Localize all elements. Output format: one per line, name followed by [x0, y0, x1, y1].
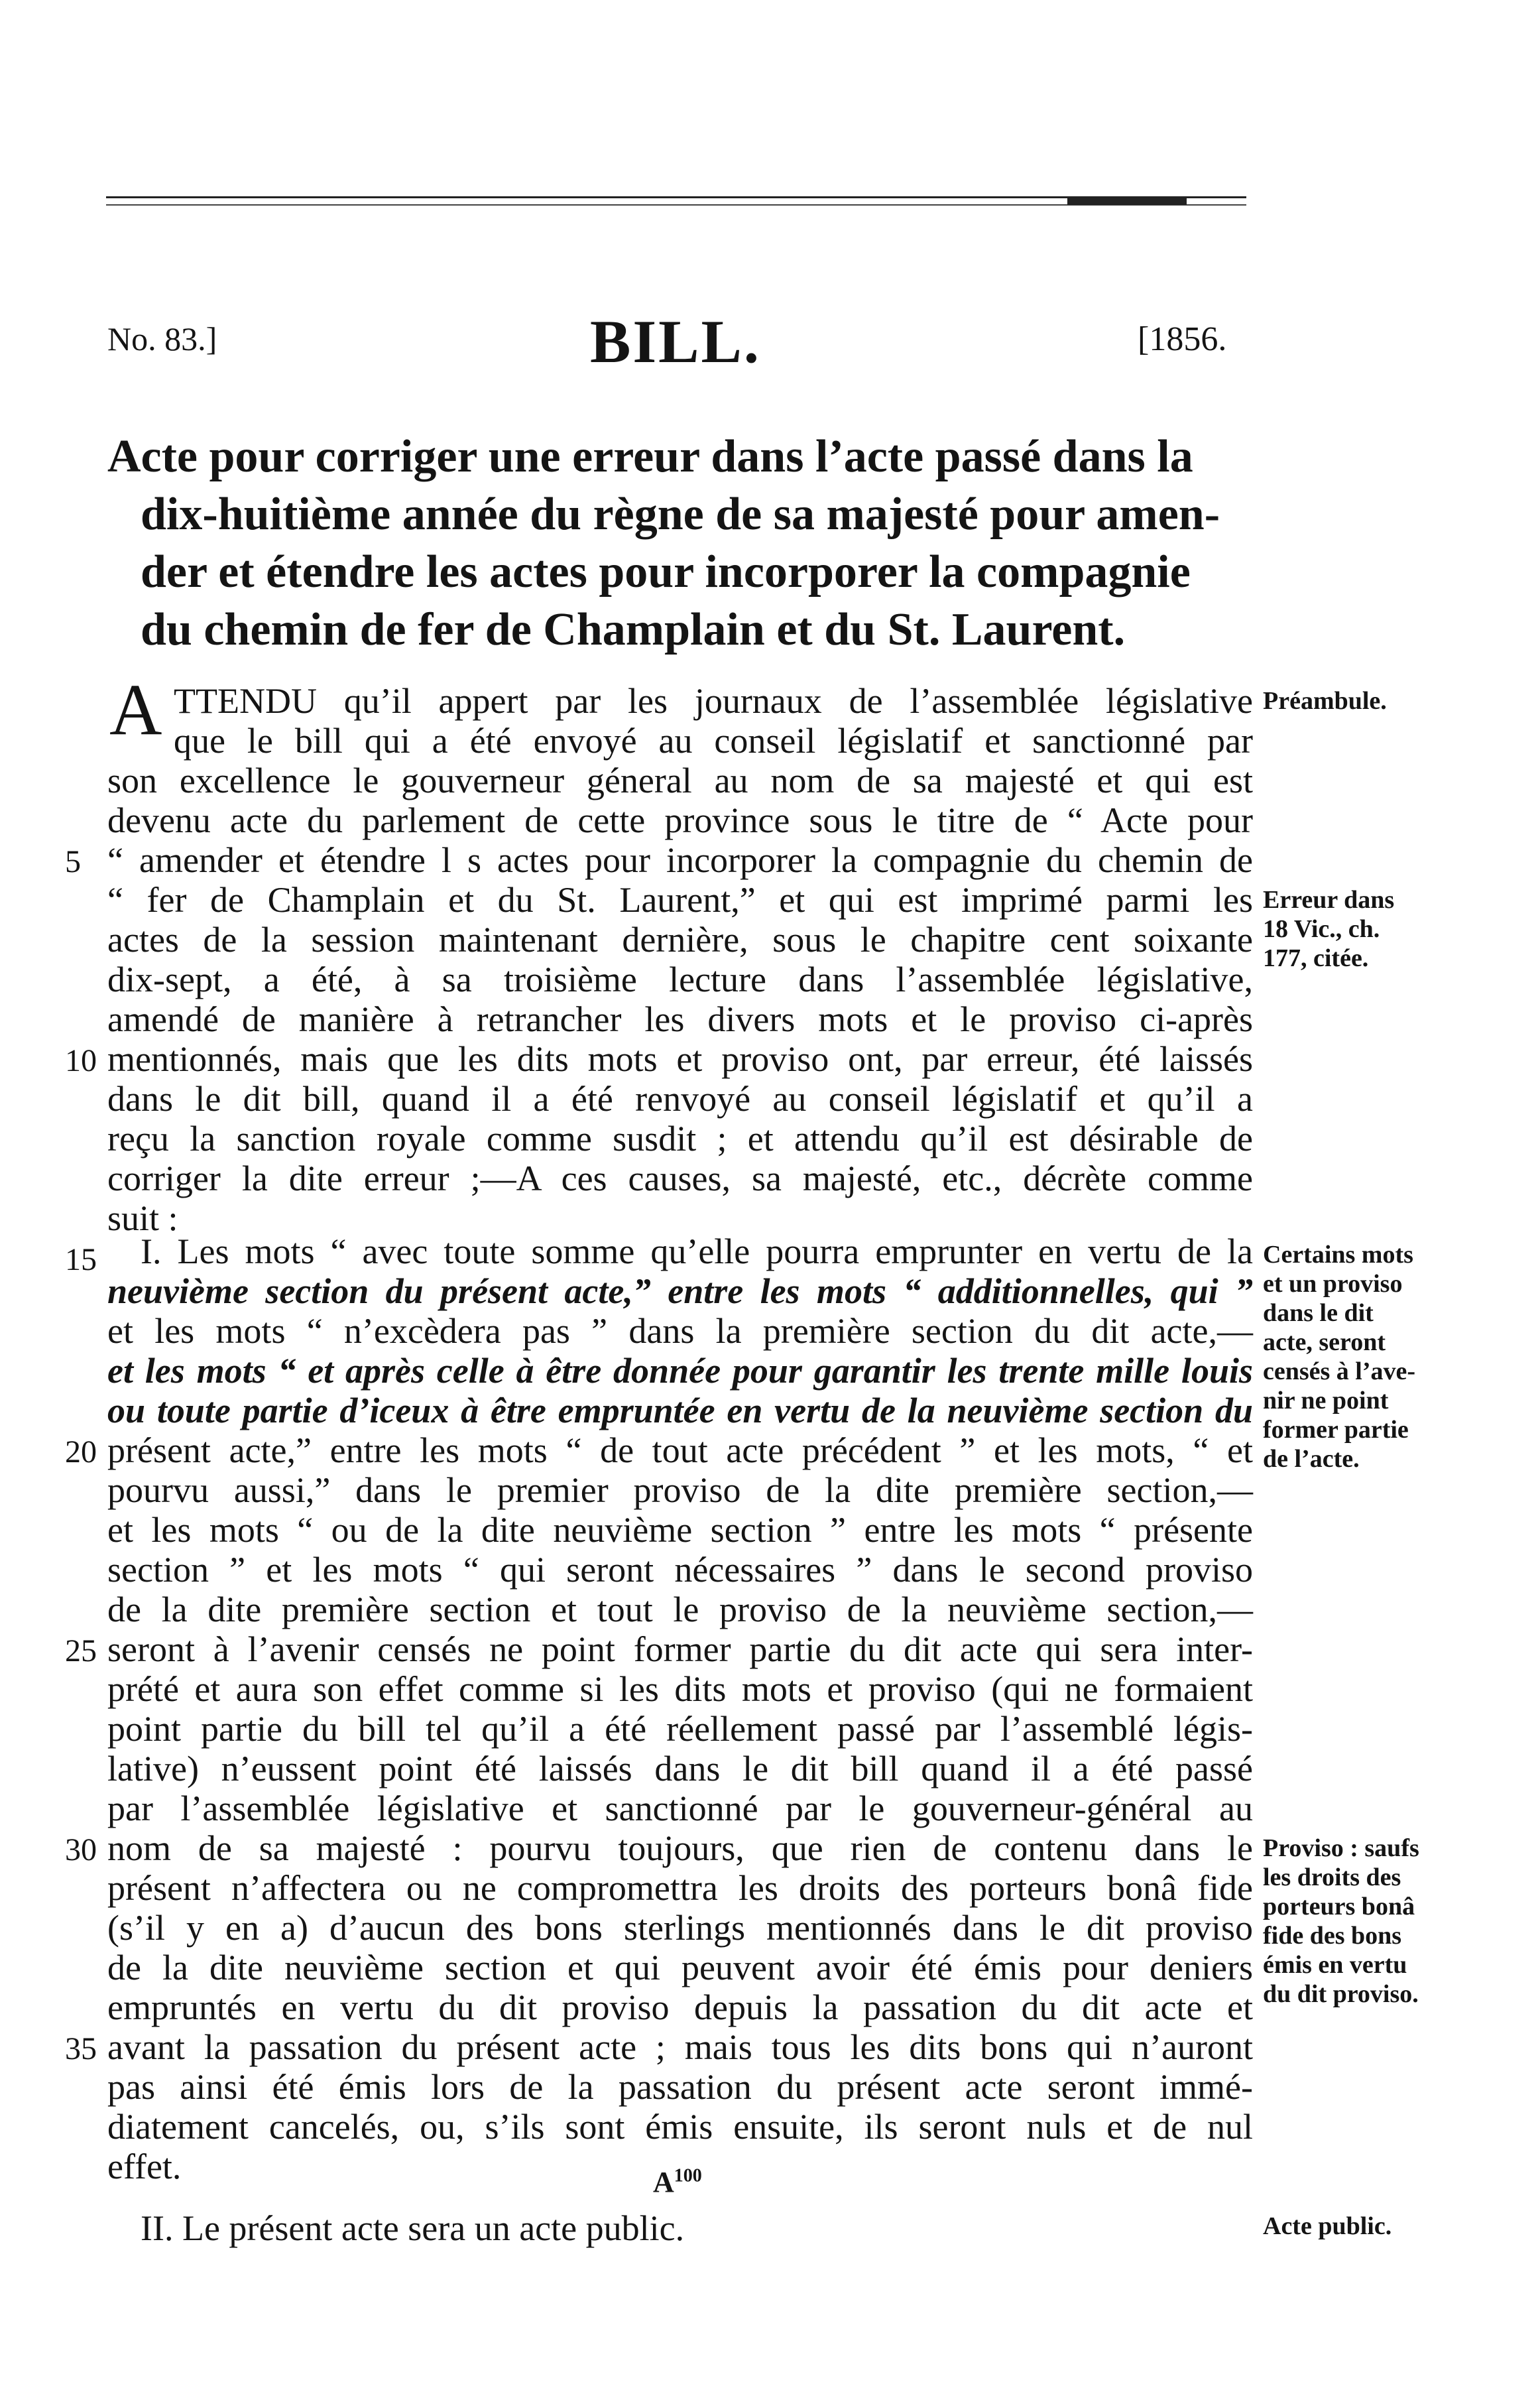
section-1-line: pourvu aussi,” dans le premier proviso de la dite première section,—	[107, 1470, 1253, 1510]
margin-note-line: et un proviso	[1263, 1270, 1403, 1298]
section-1-line: prété et aura son effet comme si les dits mots et proviso (qui ne formaient	[107, 1669, 1253, 1709]
section-1-line: et les mots “ et après celle à être donnée pour garantir les trente mille louis	[107, 1351, 1253, 1391]
section-1-line: seront à l’avenir censés ne point former partie du dit acte qui sera inter-	[107, 1629, 1253, 1669]
section-1-line: diatement cancelés, ou, s’ils sont émis ensuite, ils seront nuls et de nul	[107, 2107, 1253, 2147]
preamble-line: dans le dit bill, quand il a été renvoyé au conseil législatif et qu’il a	[107, 1079, 1253, 1119]
section-1-line: avant la passation du présent acte ; mais tous les dits bons qui n’auront	[107, 2027, 1253, 2067]
margin-note-erreur	[1263, 885, 1394, 973]
section-1-line: section ” et les mots “ qui seront nécessaires ” dans le second proviso	[107, 1550, 1253, 1590]
section-1-line: pas ainsi été émis lors de la passation du présent acte seront immé-	[107, 2067, 1253, 2107]
line-number: 5	[65, 844, 81, 879]
signature-number: 100	[674, 2165, 702, 2186]
preamble-line: corriger la dite erreur ;—A ces causes, sa majesté, etc., décrète comme	[107, 1159, 1253, 1198]
margin-note-line: 18 Vic., ch.	[1263, 915, 1380, 943]
margin-note-line: 177, citée.	[1263, 944, 1369, 972]
signature-mark	[653, 2165, 702, 2199]
bill-heading: BILL.	[590, 308, 761, 375]
bill-year: [1856.	[1138, 320, 1227, 358]
line-number: 10	[65, 1043, 97, 1078]
margin-note-line: les droits des	[1263, 1863, 1401, 1891]
top-rule-mark	[1067, 197, 1187, 205]
act-title	[107, 428, 1261, 659]
section-1-line: effet.	[107, 2147, 182, 2186]
preamble-line: devenu acte du parlement de cette province sous le titre de “ Acte pour	[107, 800, 1253, 840]
margin-note-line: du dit proviso.	[1263, 1980, 1419, 2008]
section-1-line: nom de sa majesté : pourvu toujours, que rien de contenu dans le	[107, 1828, 1253, 1868]
drop-cap: A	[109, 669, 162, 750]
bill-number: No. 83.]	[107, 320, 217, 357]
margin-note-line: émis en vertu	[1263, 1951, 1407, 1979]
line-number: 20	[65, 1434, 97, 1470]
preamble-line: dix-sept, a été, à sa troisième lecture dans l’assemblée législative,	[107, 960, 1253, 999]
section-1-line: et les mots “ ou de la dite neuvième section ” entre les mots “ présente	[107, 1510, 1253, 1550]
section-1-line: empruntés en vertu du dit proviso depuis la passation du dit acte et	[107, 1987, 1253, 2027]
margin-note-line: Proviso : saufs	[1263, 1834, 1419, 1862]
margin-note-proviso	[1263, 1834, 1419, 2009]
line-number: 25	[65, 1633, 97, 1668]
margin-note-line: former partie	[1263, 1416, 1409, 1444]
preamble-line: reçu la sanction royale comme susdit ; et attendu qu’il est désirable de	[107, 1119, 1253, 1159]
margin-note-public	[1263, 2212, 1392, 2241]
section-1-line: (s’il y en a) d’aucun des bons sterlings mentionnés dans le dit proviso	[107, 1908, 1253, 1948]
margin-note-line: Préambule.	[1263, 687, 1387, 715]
section-1-line: par l’assemblée législative et sanctionné par le gouverneur-général au	[107, 1789, 1253, 1828]
section-1-line: lative) n’eussent point été laissés dans le dit bill quand il a été passé	[107, 1749, 1253, 1789]
section-1-line: et les mots “ n’excèdera pas ” dans la première section du dit acte,—	[107, 1311, 1253, 1351]
title-line: Acte pour corriger une erreur dans l’acte passé dans la	[107, 431, 1193, 482]
section-1-line: neuvième section du présent acte,” entre les mots “ additionnelles, qui ”	[107, 1271, 1253, 1311]
line-number: 15	[65, 1242, 97, 1277]
preamble-line: mentionnés, mais que les dits mots et proviso ont, par erreur, été laissés	[107, 1039, 1253, 1079]
section-1-line: de la dite première section et tout le proviso de la neuvième section,—	[107, 1590, 1253, 1629]
margin-note-certains	[1263, 1240, 1415, 1474]
margin-note-line: acte, seront	[1263, 1328, 1386, 1356]
title-line: der et étendre les actes pour incorporer la compagnie	[141, 546, 1191, 597]
preamble-line: actes de la session maintenant dernière, sous le chapitre cent soixante	[107, 920, 1253, 960]
preamble-line: son excellence le gouverneur géneral au nom de sa majesté et qui est	[107, 761, 1253, 800]
margin-note-line: Acte public.	[1263, 2212, 1392, 2240]
section-1-line: présent n’affectera ou ne compromettra les droits des porteurs bonâ fide	[107, 1868, 1253, 1908]
preamble-line: TTENDU qu’il appert par les journaux de l’assemblée législative	[174, 681, 1253, 721]
line-number: 30	[65, 1832, 97, 1867]
preamble-line: “ amender et étendre l s actes pour incorporer la compagnie du chemin de	[107, 840, 1253, 880]
margin-note-line: porteurs bonâ	[1263, 1893, 1415, 1920]
margin-note-line: Certains mots	[1263, 1241, 1413, 1269]
section-1-line: I. Les mots “ avec toute somme qu’elle pourra emprunter en vertu de la	[141, 1231, 1253, 1271]
section-1-line: de la dite neuvième section et qui peuvent avoir été émis pour deniers	[107, 1948, 1253, 1987]
preamble-line: suit :	[107, 1198, 178, 1238]
section-1-line: point partie du bill tel qu’il a été réellement passé par l’assemblé légis-	[107, 1709, 1253, 1749]
line-number: 35	[65, 2031, 97, 2066]
margin-note-line: fide des bons	[1263, 1922, 1402, 1950]
signature-letter: A	[653, 2166, 674, 2198]
margin-note-line: censés à l’ave-	[1263, 1357, 1416, 1385]
section-2-line: II. Le présent acte sera un acte public.	[141, 2208, 685, 2248]
margin-note-line: nir ne point	[1263, 1387, 1389, 1414]
title-line: dix-huitième année du règne de sa majesté pour amen-	[141, 489, 1220, 540]
preamble-line: amendé de manière à retrancher les divers mots et le proviso ci-après	[107, 999, 1253, 1039]
section-1-line: ou toute partie d’iceux à être empruntée en vertu de la neuvième section du	[107, 1391, 1253, 1430]
section-1-line: présent acte,” entre les mots “ de tout acte précédent ” et les mots, “ et	[107, 1430, 1253, 1470]
margin-note-line: dans le dit	[1263, 1299, 1374, 1327]
margin-note-line: de l’acte.	[1263, 1445, 1360, 1473]
margin-note-preambule	[1263, 686, 1387, 716]
preamble-line: “ fer de Champlain et du St. Laurent,” et qui est imprimé parmi les	[107, 880, 1253, 920]
preamble-line: que le bill qui a été envoyé au conseil législatif et sanctionné par	[174, 721, 1253, 761]
title-line: du chemin de fer de Champlain et du St. Laurent.	[141, 604, 1126, 655]
margin-note-line: Erreur dans	[1263, 886, 1395, 914]
